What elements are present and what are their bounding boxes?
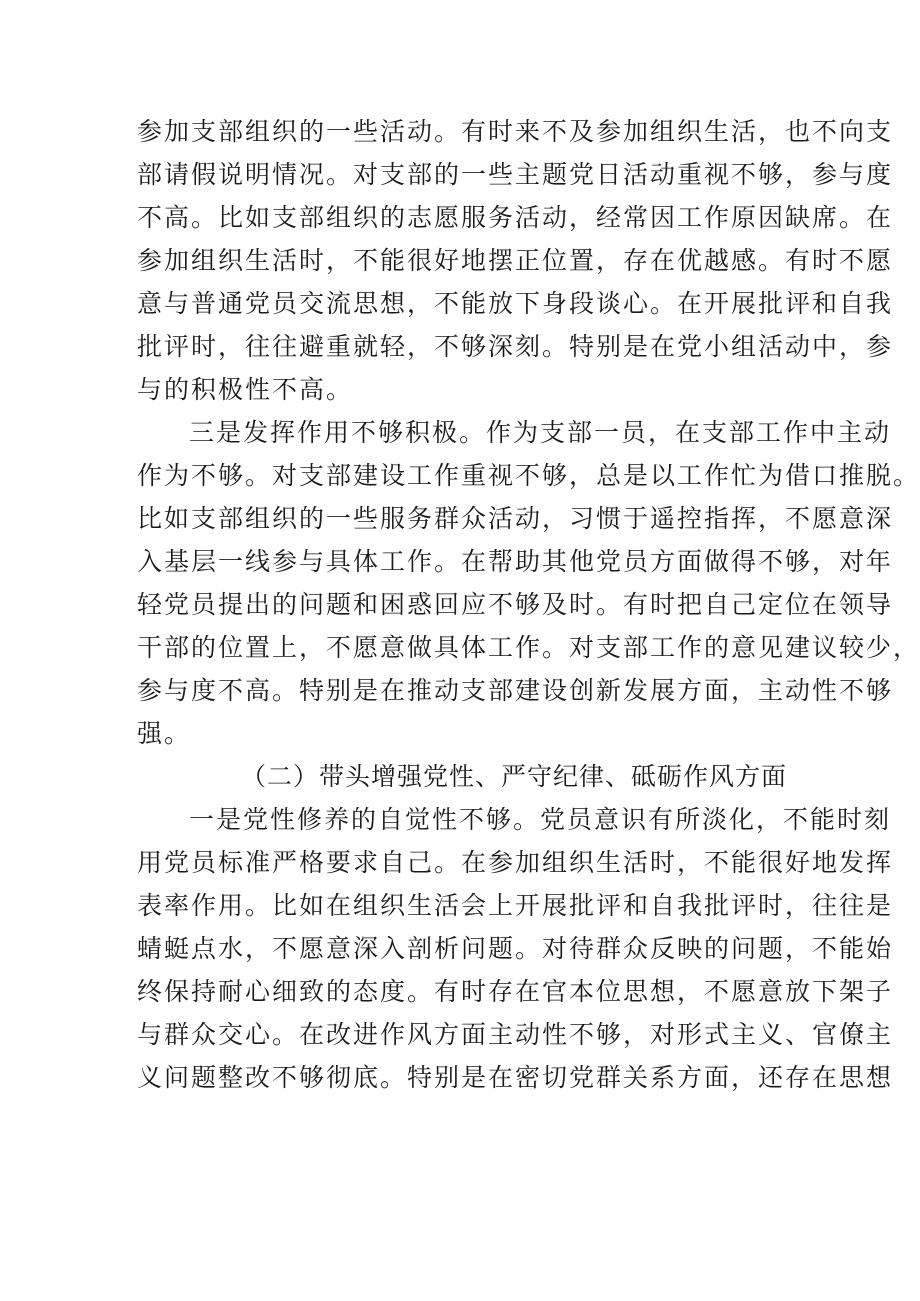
text-line: 用党员标准严格要求自己。在参加组织生活时，不能很好地发挥	[137, 848, 894, 877]
text-line: 部请假说明情况。对支部的一些主题党日活动重视不够，参与度	[137, 160, 894, 189]
text-line: 批评时，往往避重就轻，不够深刻。特别是在党小组活动中，参	[137, 332, 894, 361]
text-line: 参加支部组织的一些活动。有时来不及参加组织生活，也不向支	[137, 117, 894, 146]
text-line: 轻党员提出的问题和困惑回应不够及时。有时把自己定位在领导	[137, 590, 894, 619]
text-line: 义问题整改不够彻底。特别是在密切党群关系方面，还存在思想	[137, 1063, 894, 1092]
text-line: 强。	[137, 719, 192, 748]
text-line: 参与度不高。特别是在推动支部建设创新发展方面，主动性不够	[137, 676, 894, 705]
text-line: 意与普通党员交流思想，不能放下身段谈心。在开展批评和自我	[137, 289, 894, 318]
section-heading: （二）带头增强党性、严守纪律、砥砺作风方面	[241, 762, 788, 791]
paragraph-start-line: 三是发挥作用不够积极。作为支部一员，在支部工作中主动	[189, 418, 892, 447]
text-line: 与的积极性不高。	[137, 375, 354, 404]
text-line: 入基层一线参与具体工作。在帮助其他党员方面做得不够，对年	[137, 547, 894, 576]
text-line: 比如支部组织的一些服务群众活动，习惯于遥控指挥，不愿意深	[137, 504, 894, 533]
document-body	[137, 110, 920, 1099]
text-line: 干部的位置上，不愿意做具体工作。对支部工作的意见建议较少，	[137, 633, 920, 662]
text-line: 不高。比如支部组织的志愿服务活动，经常因工作原因缺席。在	[137, 203, 894, 232]
text-line: 作为不够。对支部建设工作重视不够，总是以工作忙为借口推脱。	[137, 461, 920, 490]
text-line: 表率作用。比如在组织生活会上开展批评和自我批评时，往往是	[137, 891, 894, 920]
paragraph-start-line: 一是党性修养的自觉性不够。党员意识有所淡化，不能时刻	[189, 805, 892, 834]
text-line: 与群众交心。在改进作风方面主动性不够，对形式主义、官僚主	[137, 1020, 894, 1049]
text-line: 参加组织生活时，不能很好地摆正位置，存在优越感。有时不愿	[137, 246, 894, 275]
text-line: 蜻蜓点水，不愿意深入剖析问题。对待群众反映的问题，不能始	[137, 934, 894, 963]
text-line: 终保持耐心细致的态度。有时存在官本位思想，不愿意放下架子	[137, 977, 894, 1006]
